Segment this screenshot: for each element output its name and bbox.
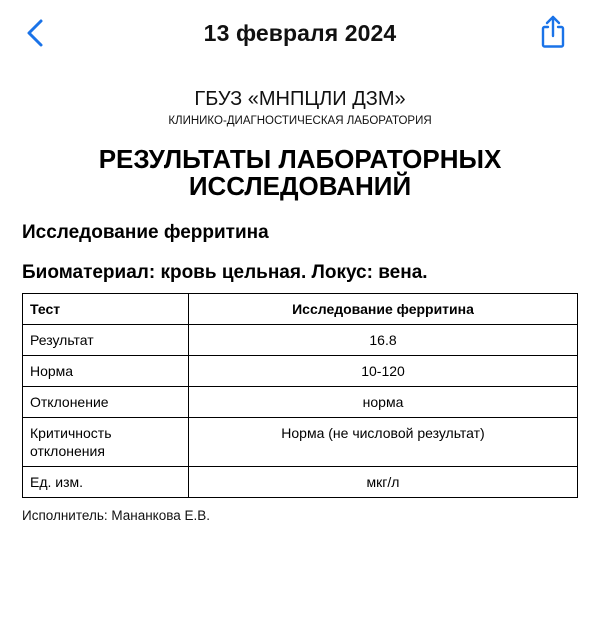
navigation-bar [0,0,600,68]
organization-subtitle: КЛИНИКО-ДИАГНОСТИЧЕСКАЯ ЛАБОРАТОРИЯ [168,115,432,127]
biomaterial-info: Биоматериал: кровь цельная. Локус: вена. [22,262,428,283]
page-title: 13 февраля 2024 [203,20,397,46]
document-title-line1: РЕЗУЛЬТАТЫ ЛАБОРАТОРНЫХ [98,144,502,174]
row-label [23,418,189,467]
table-row [23,467,578,498]
row-label: Отклонение [23,387,189,418]
share-button[interactable] [537,14,569,50]
performer-info: Исполнитель: Мананкова Е.В. [22,508,211,523]
results-table [22,293,578,498]
back-button[interactable] [22,16,50,50]
table-row [23,418,578,467]
document-title-line2: ИССЛЕДОВАНИЙ [188,171,412,201]
row-value: 10-120 [189,356,578,387]
row-value: мкг/л [189,467,578,498]
organization-name: ГБУЗ «МНПЦЛИ ДЗМ» [194,88,406,110]
table-row [23,387,578,418]
table-row [23,325,578,356]
row-value: норма [189,387,578,418]
table-header-row [23,294,578,325]
row-value: 16.8 [189,325,578,356]
row-value: Норма (не числовой результат) [189,418,578,467]
row-label-line1: Критичность [30,425,112,441]
study-heading: Исследование ферритина [22,222,269,243]
share-icon [537,14,569,50]
row-label-line2: отклонения [30,443,105,459]
document-title [40,146,560,200]
row-label: Результат [23,325,189,356]
header-test: Тест [23,294,189,325]
header-value: Исследование ферритина [189,294,578,325]
table-row [23,356,578,387]
row-label: Норма [23,356,189,387]
chevron-left-icon [22,16,50,50]
row-label: Ед. изм. [23,467,189,498]
